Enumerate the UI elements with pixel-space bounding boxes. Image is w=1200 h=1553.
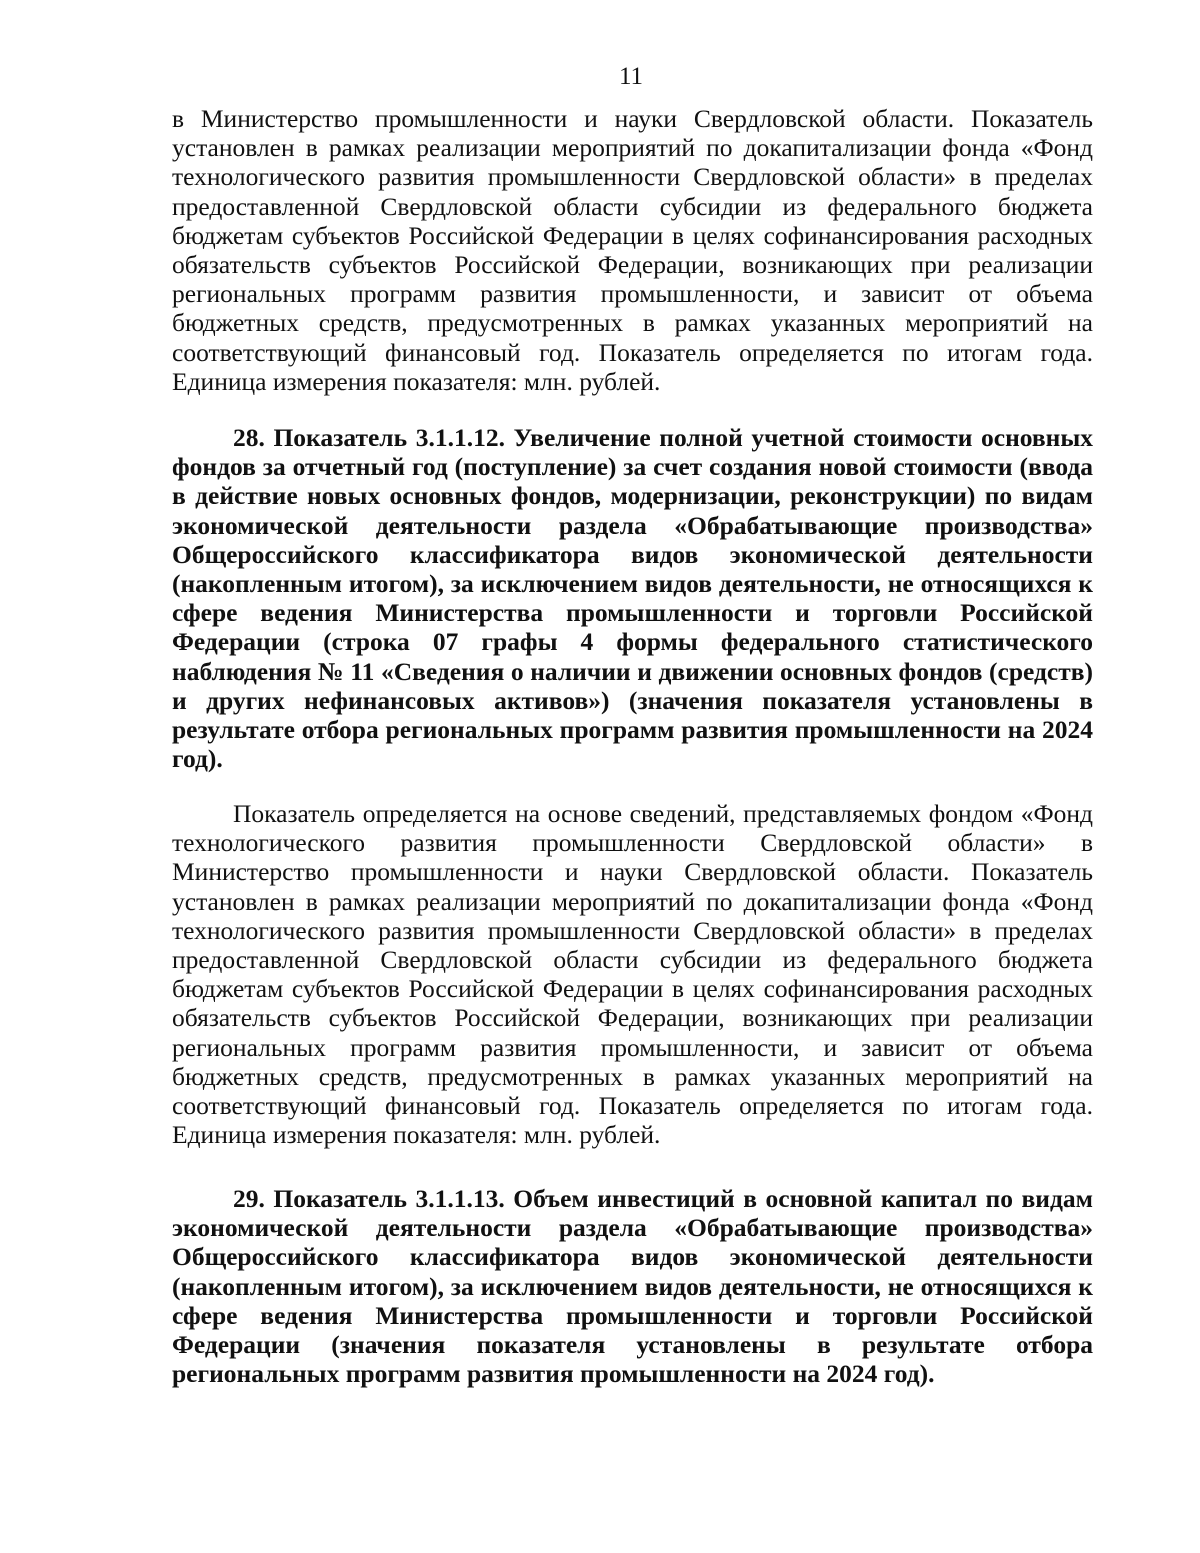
paragraph-indicator-28: Показатель определяется на основе сведений, представляемых фондом «Фонд технологического развития промышленности Свердловской области» в Министерство промышленности и науки Свердловской области. Показатель установлен в рамках реализации мероприятий по докапитализации фонда «Фонд технологического развития промышленности Свердловской области» в пределах предоставленной Свердловской области субсидии из федерального бюджета бюджетам субъектов Российской Федерации в целях софинансирования расходных обязательств субъектов Российской Федерации, возникающих при реализации региональных программ развития промышленности, и зависит от объема бюджетных средств, предусмотренных в рамках указанных мероприятий на соответствующий финансовый год. Показатель определяется по итогам года. Единица измерения показателя: млн. рублей.	[172, 799, 1093, 1150]
paragraph-top: в Министерство промышленности и науки Свердловской области. Показатель установлен в рамках реализации мероприятий по докапитализации фонда «Фонд технологического развития промышленности Свердловской области» в пределах предоставленной Свердловской области субсидии из федерального бюджета бюджетам субъектов Российской Федерации в целях софинансирования расходных обязательств субъектов Российской Федерации, возникающих при реализации региональных программ развития промышленности, и зависит от объема бюджетных средств, предусмотренных в рамках указанных мероприятий на соответствующий финансовый год. Показатель определяется по итогам года. Единица измерения показателя: млн. рублей.	[172, 104, 1093, 396]
page-number: 11	[618, 63, 644, 90]
heading-indicator-28: 28. Показатель 3.1.1.12. Увеличение полной учетной стоимости основных фондов за отчетный год (поступление) за счет создания новой стоимости (ввода в действие новых основных фондов, модернизации, реконструкции) по видам экономической деятельности раздела «Обрабатывающие производства» Общероссийского классификатора видов экономической деятельности (накопленным итогом), за исключением видов деятельности, не относящихся к сфере ведения Министерства промышленности и торговли Российской Федерации (строка 07 графы 4 формы федерального статистического наблюдения № 11 «Сведения о наличии и движении основных фондов (средств) и других нефинансовых активов») (значения показателя установлены в результате отбора региональных программ развития промышленности на 2024 год).	[172, 423, 1093, 774]
heading-indicator-29: 29. Показатель 3.1.1.13. Объем инвестиций в основной капитал по видам экономической деятельности раздела «Обрабатывающие производства» Общероссийского классификатора видов экономической деятельности (накопленным итогом), за исключением видов деятельности, не относящихся к сфере ведения Министерства промышленности и торговли Российской Федерации (значения показателя установлены в результате отбора региональных программ развития промышленности на 2024 год).	[172, 1184, 1093, 1389]
